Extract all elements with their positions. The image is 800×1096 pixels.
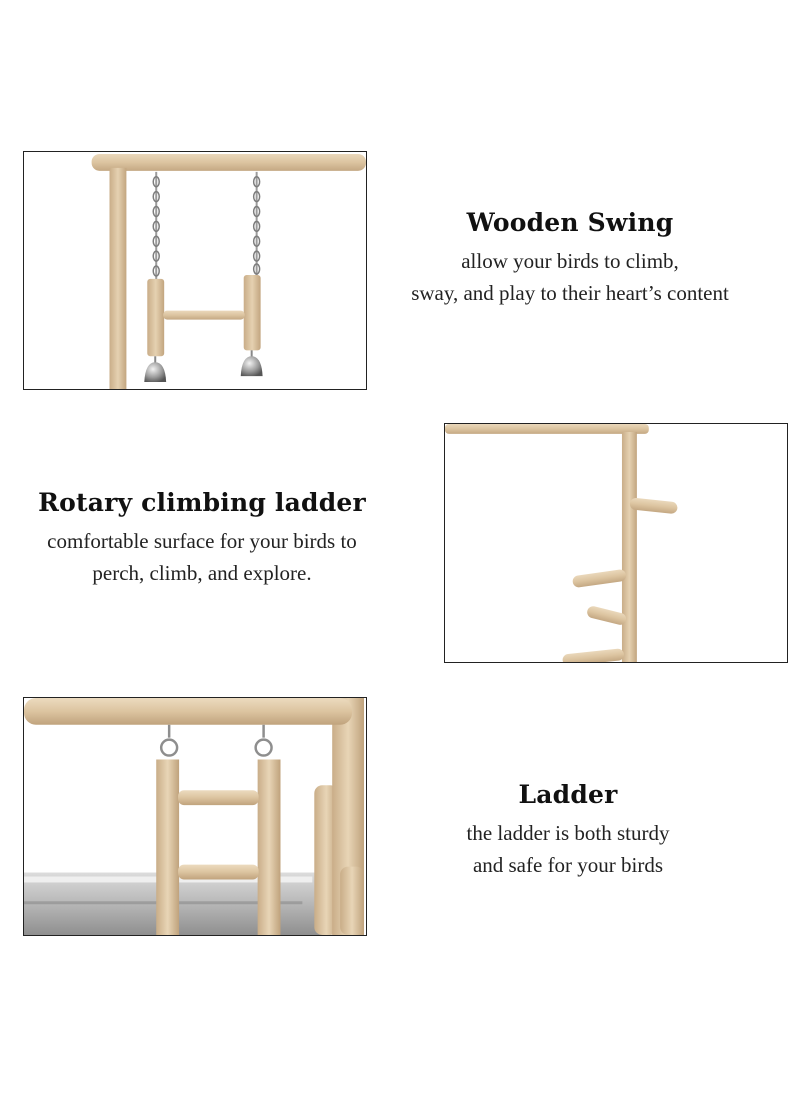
- feature-description: [6, 525, 398, 589]
- description-line: comfortable surface for your birds to: [47, 529, 357, 553]
- hanging-ladder-image: [24, 698, 366, 935]
- feature-ladder: [420, 780, 716, 881]
- wooden-swing-photo: [23, 151, 367, 390]
- rotary-ladder-photo: [444, 423, 788, 663]
- feature-rotary-ladder: [6, 488, 398, 589]
- feature-title: Ladder: [518, 780, 618, 809]
- description-line: perch, climb, and explore.: [92, 561, 312, 585]
- description-line: the ladder is both sturdy: [466, 821, 670, 845]
- description-line: and safe for your birds: [472, 853, 664, 877]
- hanging-ladder-photo: [23, 697, 367, 936]
- feature-title: Rotary climbing ladder: [38, 488, 366, 517]
- feature-description: [372, 245, 768, 309]
- feature-title: Wooden Swing: [466, 208, 674, 237]
- wooden-swing-image: [24, 152, 366, 389]
- rotary-ladder-image: [445, 424, 787, 662]
- feature-wooden-swing: [372, 208, 768, 309]
- description-line: sway, and play to their heart’s content: [411, 281, 729, 305]
- description-line: allow your birds to climb,: [461, 249, 679, 273]
- feature-description: [420, 817, 716, 881]
